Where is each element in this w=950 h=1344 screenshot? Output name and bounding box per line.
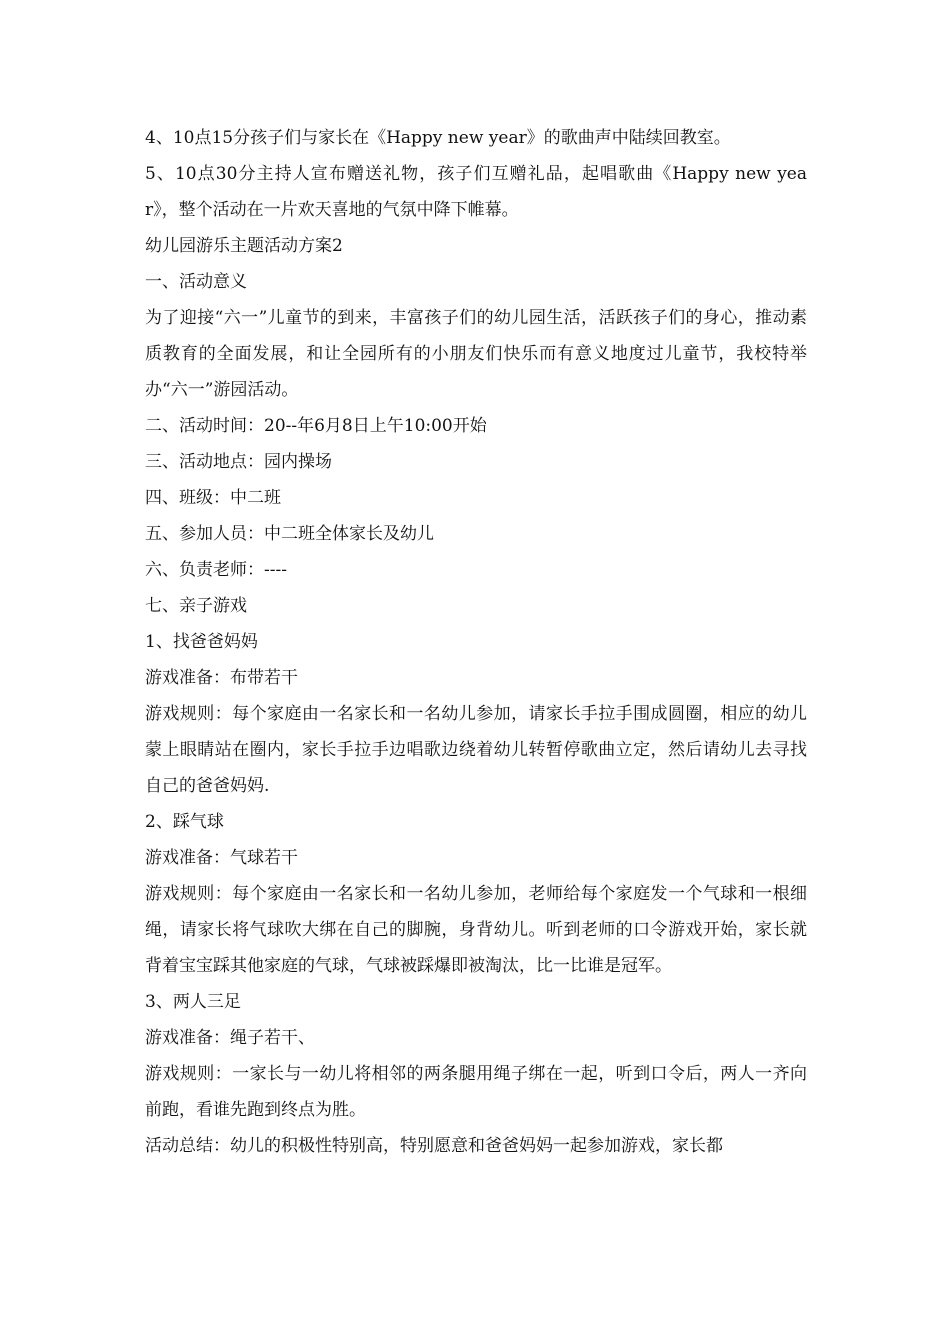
line-activity-location: 三、活动地点：园内操场 [145,452,332,472]
activity-summary: 活动总结：幼儿的积极性特别高，特别愿意和爸爸妈妈一起参加游戏，家长都 [145,1136,723,1156]
game-2-preparation: 游戏准备：气球若干 [145,848,298,868]
game-3-rules: 游戏规则：一家长与一幼儿将相邻的两条腿用绳子绑在一起，听到口令后，两人一齐向前跑，看谁先跑到终点为胜。 [145,1064,807,1120]
game-2-rules: 游戏规则：每个家庭由一名家长和一名幼儿参加，老师给每个家庭发一个气球和一根细绳，请家长将气球吹大绑在自己的脚腕，身背幼儿。听到老师的口令游戏开始，家长就背着宝宝踩其他家庭的气球，气球被踩爆即被淘汰，比一比谁是冠军。 [145,884,807,976]
heading-parent-child-games: 七、亲子游戏 [145,596,247,616]
game-1-title: 1、找爸爸妈妈 [145,632,258,652]
line-class: 四、班级：中二班 [145,488,281,508]
section-title: 幼儿园游乐主题活动方案2 [145,236,343,256]
paragraph-step-5: 5、10点30分主持人宣布赠送礼物，孩子们互赠礼品，起唱歌曲《Happy new year》，整个活动在一片欢天喜地的气氛中降下帷幕。 [145,164,807,220]
line-activity-time: 二、活动时间：20--年6月8日上午10:00开始 [145,416,487,436]
line-participants: 五、参加人员：中二班全体家长及幼儿 [145,524,434,544]
game-1-rules: 游戏规则：每个家庭由一名家长和一名幼儿参加，请家长手拉手围成圆圈，相应的幼儿蒙上眼睛站在圈内，家长手拉手边唱歌边绕着幼儿转暂停歌曲立定，然后请幼儿去寻找自己的爸爸妈妈. [145,704,807,796]
game-3-preparation: 游戏准备：绳子若干、 [145,1028,315,1048]
paragraph-step-4: 4、10点15分孩子们与家长在《Happy new year》的歌曲声中陆续回教室。 [145,128,731,148]
game-2-title: 2、踩气球 [145,812,224,832]
paragraph-activity-meaning: 为了迎接“六一”儿童节的到来，丰富孩子们的幼儿园生活，活跃孩子们的身心，推动素质教育的全面发展，和让全园所有的小朋友们快乐而有意义地度过儿童节，我校特举办“六一”游园活动。 [145,308,807,400]
document-body [145,120,807,1164]
game-3-title: 3、两人三足 [145,992,241,1012]
line-teacher: 六、负责老师：---- [145,560,287,580]
game-1-preparation: 游戏准备：布带若干 [145,668,298,688]
heading-activity-meaning: 一、活动意义 [145,272,247,292]
